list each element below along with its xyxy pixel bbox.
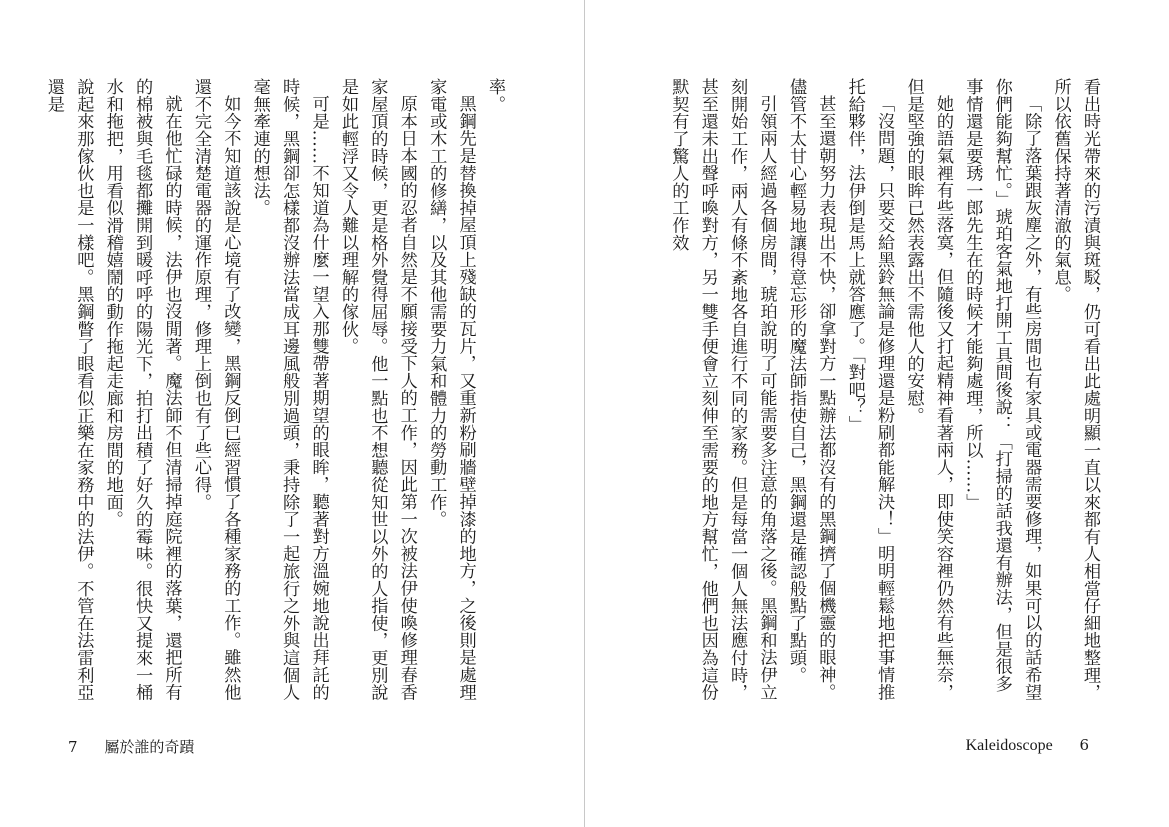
paragraph: 「除了落葉跟灰塵之外，有些房間也有家具或電器需要修理，如果可以的話希望你們能夠幫忙。」琥珀客氣地打開工具間後說：「打掃的話我還有辦法，但是很多事情還是要琇一郎先生在的時候才能夠處理，所以……」: [962, 78, 1042, 701]
left-page-body: [43, 78, 509, 708]
paragraph: 可是……不知道為什麼一望入那雙帶著期望的眼眸，聽著對方溫婉地說出拜託的時候，黑鋼卻怎樣都沒辦法當成耳邊風般別過頭，秉持除了一起旅行之外與這個人毫無牽連的想法。: [249, 78, 329, 701]
paragraph: 看出時光帶來的污漬與斑駁，仍可看出此處明顯一直以來都有人相當仔細地整理，所以依舊保持著清澈的氣息。: [1050, 78, 1100, 701]
right-page-body: [668, 78, 1104, 708]
page-number: 7: [68, 738, 78, 756]
paragraph: 就在他忙碌的時候，法伊也沒閒著。魔法師不但清掃掉庭院裡的落葉，還把所有的棉被與毛毯都攤開到暖呼呼的陽光下，拍打出積了好久的霉味。很快又提來一桶水和拖把，用看似滑稽嬉鬧的動作拖起走廊和房間的地面。: [102, 78, 182, 701]
paragraph: 甚至還朝努力表現出不快，卻拿對方一點辦法都沒有的黑鋼擠了個機靈的眼神。儘管不太甘心輕易地讓得意忘形的魔法師指使自己，黑鋼還是確認般點了點頭。: [785, 78, 836, 701]
left-page: [0, 0, 584, 827]
paragraph: 如今不知道該說是心境有了改變，黑鋼反倒已經習慣了各種家務的工作。雖然他還不完全清楚電器的運作原理，修理上倒也有了些心得。: [190, 78, 241, 701]
paragraph: 說起來那傢伙也是一樣吧。黑鋼瞥了眼看似正樂在家務中的法伊。不管在法雷利亞還是: [43, 78, 94, 701]
paragraph: 她的語氣裡有些落寞，但隨後又打起精神看著兩人，即使笑容裡仍然有些無奈，但是堅強的眼眸已然表露出不需他人的安慰。: [903, 78, 953, 701]
running-title: Kaleidoscope: [965, 737, 1053, 754]
paragraph: 引領兩人經過各個房間，琥珀說明了可能需要多注意的角落之後。黑鋼和法伊立刻開始工作，兩人有條不紊地各自進行不同的家務。但是每當一個人無法應付時，甚至還未出聲呼喚對方，另一雙手便會立刻伸至需要的地方幫忙，他們也因為這份默契有了驚人的工作效: [668, 78, 777, 701]
left-page-footer: [68, 736, 194, 757]
paragraph: 黑鋼先是替換掉屋頂上殘缺的瓦片，又重新粉刷牆壁掉漆的地方，之後則是處理家電或木工的修繕，以及其他需要力氣和體力的勞動工作。: [426, 78, 476, 701]
right-page-footer: [966, 736, 1089, 755]
page-number: 6: [1079, 736, 1089, 754]
running-title: 屬於誰的奇蹟: [104, 738, 195, 756]
paragraph: 「沒問題，只要交給黑鈴無論是修理還是粉刷都能解決！」明明輕鬆地把事情推托給夥伴，法伊倒是馬上就答應了。「對吧？」: [844, 78, 895, 701]
paragraph: 率。: [485, 78, 505, 113]
right-page: [585, 0, 1169, 827]
paragraph: 原本日本國的忍者自然是不願接受下人的工作，因此第一次被法伊使喚修理春香家屋頂的時候，更是格外覺得屈辱。他一點也不想聽從知世以外的人指使，更別說是如此輕浮又令人難以理解的傢伙。: [337, 78, 417, 701]
